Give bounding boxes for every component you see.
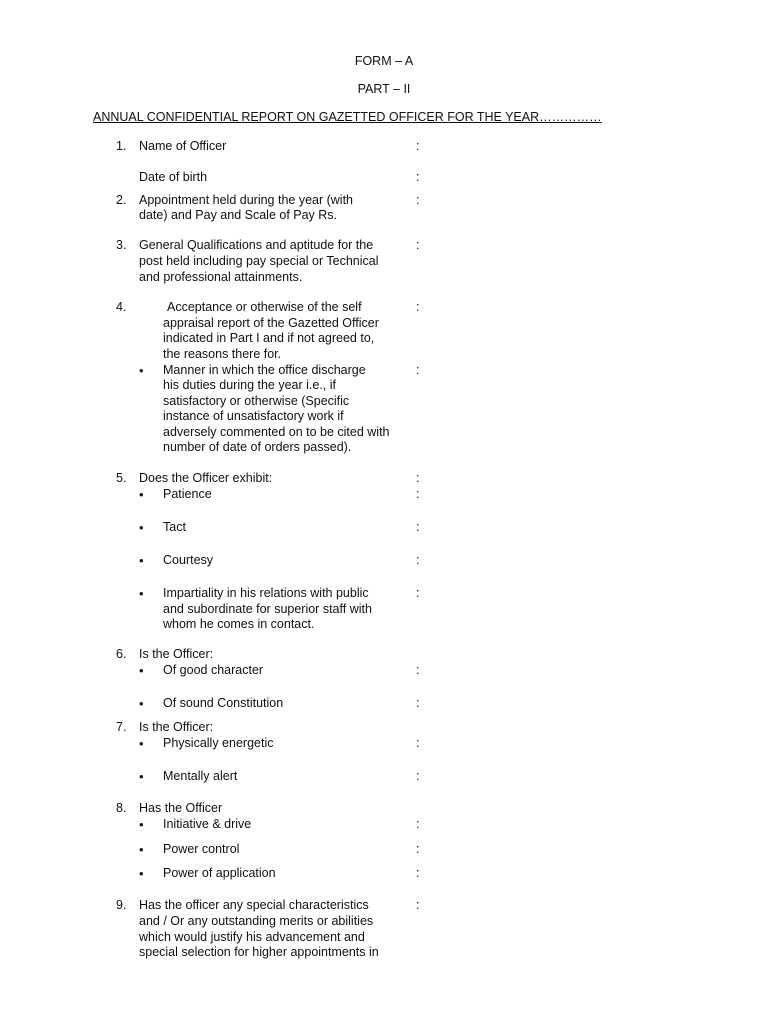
tact-label: Tact — [163, 520, 186, 534]
colon-separator: : — [416, 696, 420, 710]
colon-separator: : — [416, 586, 420, 600]
colon-separator: : — [416, 193, 420, 207]
has-officer-label: Has the Officer — [139, 801, 223, 815]
colon-separator: : — [416, 553, 420, 567]
colon-separator: : — [416, 817, 420, 831]
qualifications-label-line: and professional attainments. — [139, 270, 303, 284]
qualifications-label-line: General Qualifications and aptitude for the — [139, 238, 374, 252]
colon-separator: : — [416, 866, 420, 880]
impartiality-label-line: Impartiality in his relations with public — [163, 586, 369, 600]
power-control-label: Power control — [163, 842, 240, 856]
acceptance-label-line: appraisal report of the Gazetted Officer — [163, 316, 379, 330]
duties-label-line: satisfactory or otherwise (Specific — [163, 394, 350, 408]
item-number-9: 9. — [116, 898, 127, 912]
courtesy-label: Courtesy — [163, 553, 214, 567]
bullet-icon: • — [139, 520, 144, 535]
colon-separator: : — [416, 736, 420, 750]
initiative-drive-label: Initiative & drive — [163, 817, 252, 831]
bullet-icon: • — [139, 769, 144, 784]
sound-constitution-label: Of sound Constitution — [163, 696, 284, 710]
bullet-icon: • — [139, 586, 144, 601]
duties-label-line: Manner in which the office discharge — [163, 363, 366, 377]
report-title: ANNUAL CONFIDENTIAL REPORT ON GAZETTED OFFICER FOR THE YEAR…………… — [93, 110, 602, 124]
special-characteristics-label-line: Has the officer any special characteristics — [139, 898, 369, 912]
acceptance-label-line: Acceptance or otherwise of the self — [167, 300, 362, 314]
impartiality-label-line: and subordinate for superior staff with — [163, 602, 372, 616]
part-label: PART – II — [357, 82, 411, 96]
special-characteristics-label-line: special selection for higher appointments in — [139, 945, 379, 959]
bullet-icon: • — [139, 696, 144, 711]
item-number-7: 7. — [116, 720, 127, 734]
appointment-label-line: date) and Pay and Scale of Pay Rs. — [139, 208, 338, 222]
item-number-5: 5. — [116, 471, 127, 485]
special-characteristics-label-line: and / Or any outstanding merits or abilities — [139, 914, 374, 928]
colon-separator: : — [416, 842, 420, 856]
patience-label: Patience — [163, 487, 212, 501]
bullet-icon: • — [139, 363, 144, 378]
item-number-4: 4. — [116, 300, 127, 314]
colon-separator: : — [416, 238, 420, 252]
name-of-officer-label: Name of Officer — [139, 139, 227, 153]
colon-separator: : — [416, 363, 420, 377]
bullet-icon: • — [139, 817, 144, 832]
colon-separator: : — [416, 170, 420, 184]
colon-separator: : — [416, 300, 420, 314]
mentally-alert-label: Mentally alert — [163, 769, 238, 783]
bullet-icon: • — [139, 842, 144, 857]
colon-separator: : — [416, 487, 420, 501]
qualifications-label-line: post held including pay special or Technical — [139, 254, 379, 268]
bullet-icon: • — [139, 487, 144, 502]
is-officer-label: Is the Officer: — [139, 720, 214, 734]
appointment-label-line: Appointment held during the year (with — [139, 193, 354, 207]
colon-separator: : — [416, 898, 420, 912]
special-characteristics-label-line: which would justify his advancement and — [139, 930, 365, 944]
item-number-2: 2. — [116, 193, 127, 207]
bullet-icon: • — [139, 663, 144, 678]
duties-label-line: his duties during the year i.e., if — [163, 378, 337, 392]
colon-separator: : — [416, 769, 420, 783]
power-of-application-label: Power of application — [163, 866, 276, 880]
item-number-8: 8. — [116, 801, 127, 815]
duties-label-line: adversely commented on to be cited with — [163, 425, 390, 439]
duties-label-line: number of date of orders passed). — [163, 440, 352, 454]
bullet-icon: • — [139, 553, 144, 568]
good-character-label: Of good character — [163, 663, 264, 677]
colon-separator: : — [416, 139, 420, 153]
item-number-3: 3. — [116, 238, 127, 252]
bullet-icon: • — [139, 736, 144, 751]
date-of-birth-label: Date of birth — [139, 170, 208, 184]
colon-separator: : — [416, 471, 420, 485]
officer-exhibit-label: Does the Officer exhibit: — [139, 471, 273, 485]
bullet-icon: • — [139, 866, 144, 881]
duties-label-line: instance of unsatisfactory work if — [163, 409, 344, 423]
form-label: FORM – A — [354, 54, 414, 68]
item-number-1: 1. — [116, 139, 127, 153]
is-officer-label: Is the Officer: — [139, 647, 214, 661]
item-number-6: 6. — [116, 647, 127, 661]
colon-separator: : — [416, 663, 420, 677]
impartiality-label-line: whom he comes in contact. — [163, 617, 315, 631]
colon-separator: : — [416, 520, 420, 534]
physically-energetic-label: Physically energetic — [163, 736, 274, 750]
acceptance-label-line: the reasons there for. — [163, 347, 282, 361]
acceptance-label-line: indicated in Part I and if not agreed to, — [163, 331, 375, 345]
